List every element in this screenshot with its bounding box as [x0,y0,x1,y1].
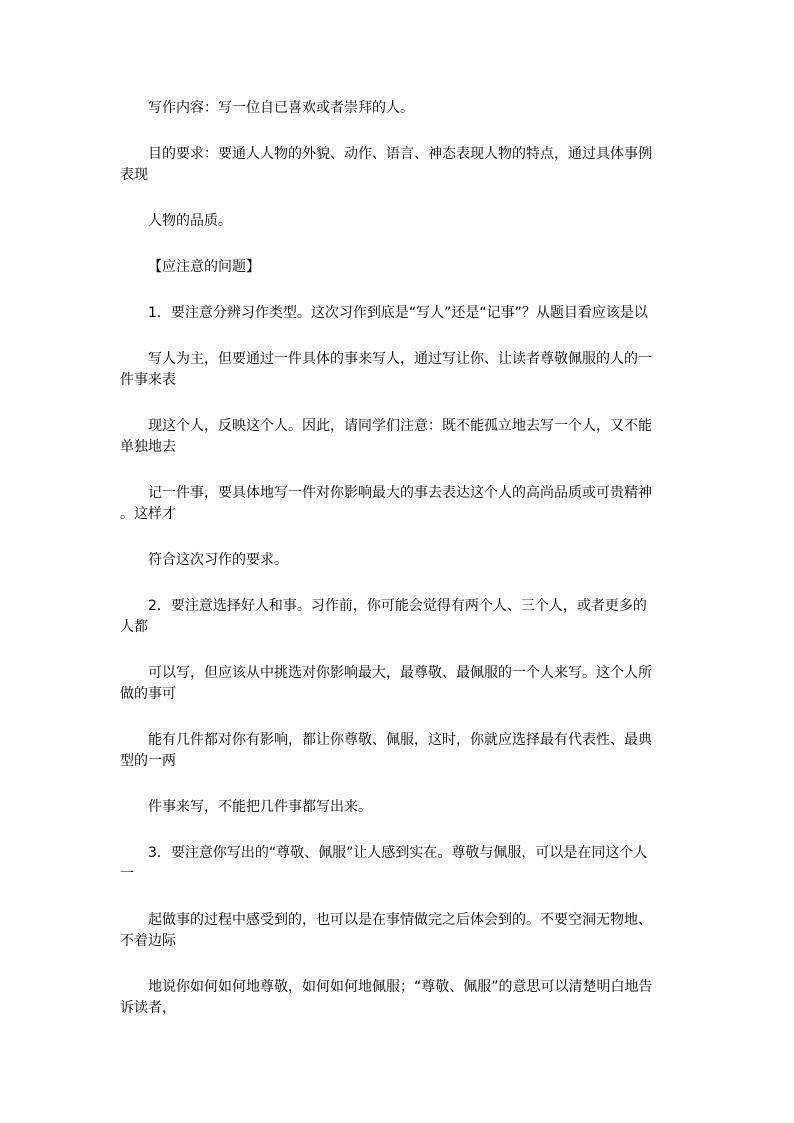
text-line: 写人为主，但要通过一件具体的事来写人，通过写让你、让读者尊敬佩服的人的一 [148,351,652,367]
text-line: 诉读者， [120,1000,176,1016]
text-line: 做的事可 [120,686,176,702]
text-line: 。这样才 [120,506,176,522]
text-line: 现这个人，反映这个人。因此，请同学们注意：既不能孤立地去写一个人，又不能 [148,418,652,434]
text-line: 1．要注意分辨习作类型。这次习作到底是“写人”还是“记事”？从题目看应该是以 [148,305,648,321]
text-line: 地说你如何如何地尊敬，如何如何地佩服；“尊敬、佩服”的意思可以清楚明白地告 [148,979,653,995]
text-line: 可以写，但应该从中挑选对你影响最大，最尊敬、最佩服的一个人来写。这个人所 [148,665,652,681]
text-line: 人都 [120,619,148,635]
text-line: 目的要求：要通人人物的外貌、动作、语言、神态表现人物的特点，通过具体事例 [148,146,652,162]
text-line: 能有几件都对你有影响，都让你尊敬、佩服，这时，你就应选择最有代表性、最典 [148,732,652,748]
section-heading: 【应注意的问题】 [148,259,260,275]
text-line: 件事来表 [120,372,176,388]
text-line: 符合这次习作的要求。 [148,552,288,568]
text-line: 型的一两 [120,753,176,769]
text-line: 起做事的过程中感受到的，也可以是在事情做完之后体会到的。不要空洞无物地、 [148,912,652,928]
text-line: 写作内容：写一位自已喜欢或者崇拜的人。 [148,100,414,116]
text-line: 单独地去 [120,439,176,455]
text-line: 记一件事，要具体地写一件对你影响最大的事去表达这个人的高尚品质或可贵精神 [148,485,652,501]
text-line: 表现 [120,167,148,183]
text-line: 3．要注意你写出的“尊敬、佩服”让人感到实在。尊敬与佩服，可以是在同这个人 [148,845,648,861]
text-line: 人物的品质。 [148,213,232,229]
text-line: 2．要注意选择好人和事。习作前，你可能会觉得有两个人、三个人，或者更多的 [148,598,647,614]
text-line: 件事来写，不能把几件事都写出来。 [148,799,372,815]
text-line: 不着边际 [120,933,176,949]
text-line: 一 [120,866,134,882]
